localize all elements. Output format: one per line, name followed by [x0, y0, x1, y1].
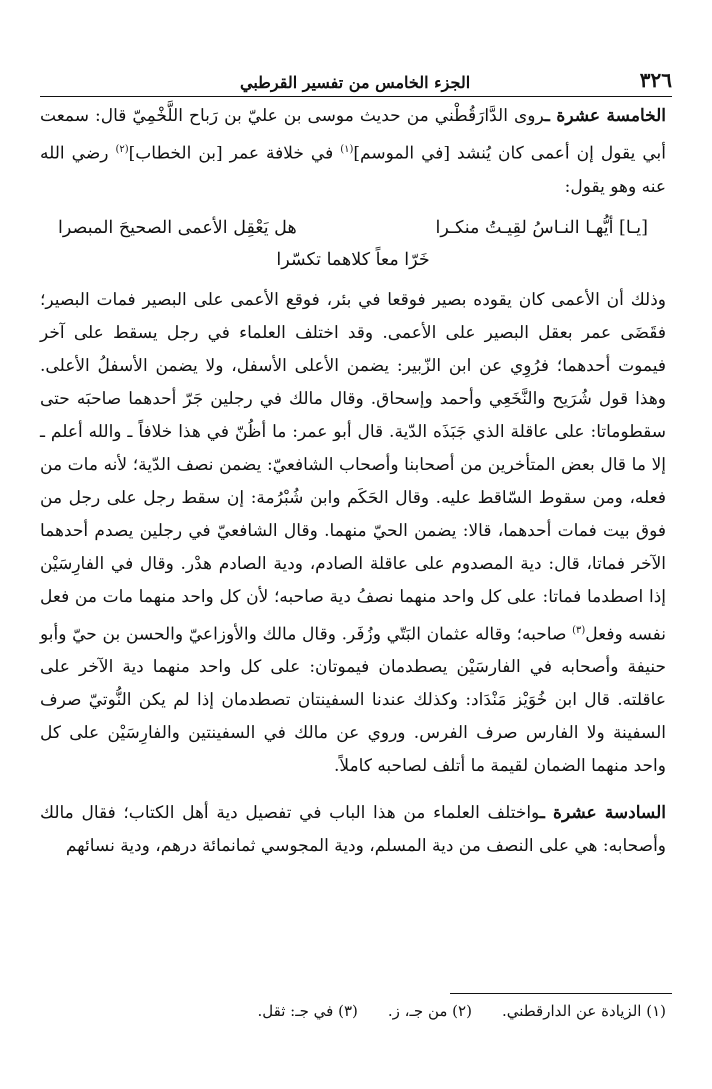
verse-first-hemistich: [يـا] أيُّهـا النـاسُ لقِيـتُ منكـرا: [435, 217, 648, 238]
paragraph-text: رضي الله عنه وهو يقول:: [40, 143, 666, 197]
paragraph-sixteenth: [40, 797, 666, 863]
footnote-ref[interactable]: (٢): [115, 144, 129, 155]
footnote-1: (١) الزيادة عن الدارقطني.: [501, 1002, 666, 1020]
verse-line-2: خَرّا معاً كلاهما تكسّرا: [276, 249, 430, 270]
section-lead: الخامسة عشرة ـ: [544, 106, 666, 126]
paragraph-discussion: [40, 284, 666, 784]
footnote-ref[interactable]: (٣): [572, 624, 586, 636]
verse-second-hemistich: هل يَعْقِل الأعمى الصحيحَ المبصرا: [58, 217, 297, 238]
poem-verse: [40, 204, 666, 244]
paragraph-text: صاحبه؛ وقاله عثمان البَتّي وزُفَر. وقال مالك والأوزاعيّ والحسن بن حيّ وأبو حنيفة وأصحابه في الفارسَيْن يصطدمان فيموتان: على كل واحد منهما دية الآخر على عاقلته. قال ابن خُوَيْز مَنْدَاد: وكذلك عندنا السفينتان تصطدمان إذا لم يكن النُّوتيّ صرف السفينة ولا الفارس صرف الفرس. وروي عن مالك في السفينتين والفارِسَيْن على كل واحد منهما الضمان لقيمة ما أتلف لصاحبه كاملاً.: [40, 624, 666, 777]
paragraph-text: واختلف العلماء من هذا الباب في تفصيل دية أهل الكتاب؛ فقال مالك وأصحابه: هي على النصف من دية المسلم، ودية المجوسي ثمانمائة درهم، ودية نسائهم: [40, 803, 666, 857]
running-header: [40, 60, 672, 92]
paragraph-text: وذلك أن الأعمى كان يقوده بصير فوقعا في بئر، فوقع الأعمى على البصير فمات البصير؛ فقَضَى عمر بعقل البصير على الأعمى. وقد اختلف العلماء في رجل يسقط على آخر فيموت أحدهما؛ فرُوِي عن ابن الزّبير: يضمن الأعلى الأسفل، ولا يضمن الأسفلُ الأعلى. وهذا قول شُرَيح والنَّخَعِي وأحمد وإسحاق. وقال مالك في رجلين جَرّ أحدهما صاحبَه حتى سقطوماتا: على عاقلة الذي جَبَذَه الدّية. قال أبو عمر: ما أظُنّ في هذا خلافاً ـ والله أعلم ـ إلا ما قال بعض المتأخرين من أصحابنا وأصحاب الشافعيّ: يضمن نصف الدّية؛ لأنه مات من فعله، ومن سقوط السّاقط عليه. وقال الحَكَم وابن شُبْرُمة: إن سقط رجل على رجل من فوق بيت فمات أحدهما، قالا: يضمن الحيّ منهما. وقال الشافعيّ في رجلين يصدم أحدهما الآخر فماتا، قال: دية المصدوم على عاقلة الصادم، ودية الصادم هدْر. وقال في الفارِسَيْن إذا اصطدما فماتا: على كل واحد منهما نصفُ دية صاحبه؛ لأن كل واحد منهما مات من فعل نفسه وفعل: [40, 289, 666, 645]
footnote-ref[interactable]: (١): [340, 144, 354, 155]
footnote-2: (٢) من جـ، ز.: [387, 1002, 472, 1020]
section-lead: السادسة عشرة ـ: [539, 803, 666, 824]
paragraph-text: في خلافة عمر [بن الخطاب]: [128, 143, 341, 164]
running-title: الجزء الخامس من تفسير القرطبي: [240, 73, 471, 92]
footnotes: [258, 1002, 666, 1020]
footnote-3: (٣) في جـ: ثقل.: [257, 1002, 358, 1020]
footnote-divider: [450, 993, 672, 994]
paragraph-gap: [40, 783, 666, 797]
page-number: ٣٢٦: [639, 68, 672, 92]
header-divider: [40, 96, 672, 97]
paragraph-text: روى الدَّارَقُطْني من حديث موسى بن عليّ بن رَباح اللَّخْمِيّ قال: سمعت أبي يقول إن أعمى كان يُنشد [في الموسم]: [40, 106, 666, 164]
paragraph-fifteenth: [40, 100, 666, 204]
main-text: [40, 100, 666, 863]
